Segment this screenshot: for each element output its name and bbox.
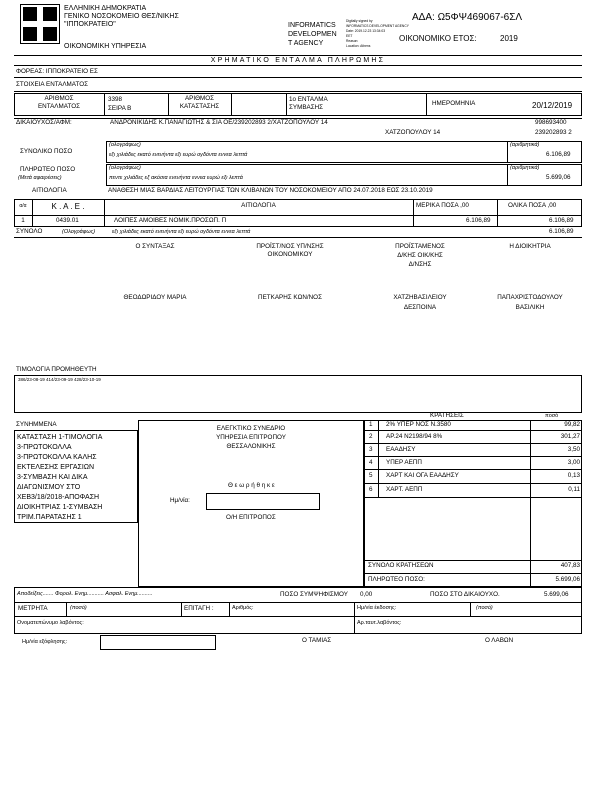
arithmos-entalmatos-label-2: ΕΝΤΑΛΜΑΤΟΣ — [37, 103, 81, 110]
sig-name-xatzivasileiou-1: ΧΑΤΖΗΒΑΣΙΛΕΙΟΥ — [393, 294, 447, 301]
synoliko-amount: 6.106,89 — [546, 151, 571, 158]
stamp-line: INFORMATICS DEVELOPMENT AGENCY — [346, 24, 409, 28]
hm-ekdosis-label: Ημ/νία έκδοσης: — [357, 605, 397, 611]
synolo-kratiseon-label: ΣΥΝΟΛΟ ΚΡΑΤΗΣΕΩΝ — [368, 562, 434, 569]
kratisi-desc: ΥΠΕΡ ΑΕΠΠ — [386, 459, 422, 466]
row-olika: 6.106,89 — [549, 217, 574, 224]
col-header-kae: Κ . Α . Ε . — [51, 202, 85, 211]
synoliko-label: ΣΥΝΟΛΙΚΟ ΠΟΣΟ — [20, 148, 73, 155]
hospital-logo — [20, 4, 60, 44]
synoliko-words: εξι χιλιάδες εκατό ενενήντα εξι ευρώ ογδόντα εννεα λεπτά — [109, 152, 248, 158]
ar-taut-label: Αρ.ταυτ.λαβόντος: — [357, 620, 402, 626]
kratisi-n: 4 — [369, 459, 373, 466]
sig-title-dkis-3: Δ/ΝΣΗΣ — [408, 261, 432, 268]
ida-agency-line-1: INFORMATICS — [288, 22, 336, 29]
synimmena-line: ΔΙΑΓΩΝΙΣΜΟΥ ΣΤΟ — [17, 484, 81, 491]
col-header-merika: ΜΕΡΙΚΑ ΠΟΣΑ ,00 — [416, 202, 469, 209]
kratisi-desc: ΧΑΡΤ. ΑΕΠΠ — [386, 486, 423, 493]
col-header-aa: α/α — [19, 203, 27, 209]
sig-title-syntaxas: Ο ΣΥΝΤΑΞΑΣ — [135, 243, 175, 250]
synolo-kratiseon: 407,83 — [560, 562, 580, 569]
poso-symps: 0,00 — [360, 591, 373, 598]
metrita-label: ΜΕΤΡΗΤΑ — [18, 605, 48, 612]
org-line-1: ΕΛΛΗΝΙΚΗ ΔΗΜΟΚΡΑΤΙΑ — [64, 5, 147, 12]
synimmena-line: 3-ΣΥΜΒΑΣΗ ΚΑΙ ΔΙΚΑ — [17, 474, 88, 481]
synimmena-line: 3-ΠΡΩΤΟΚΟΛΛΑ ΚΑΛΗΣ — [17, 454, 97, 461]
sig-name-papaxristodoulou-2: ΒΑΣΙΛΙΚΗ — [515, 304, 545, 311]
symvasi-label-2: ΣΥΜΒΑΣΗΣ — [289, 104, 324, 111]
org-line-3: "ΙΠΠΟΚΡΑΤΕΙΟ" — [64, 21, 116, 28]
synimmena-line: ΕΚΤΕΛΕΣΗΣ ΕΡΓΑΣΙΩΝ — [17, 464, 95, 471]
section-stoixeia: ΣΤΟΙΧΕΙΑ ΕΝΤΑΛΜΑΤΟΣ — [16, 81, 89, 88]
document-title: ΧΡΗΜΑΤΙΚΟ ΕΝΤΑΛΜΑ ΠΛΗΡΩΜΗΣ — [210, 57, 386, 64]
arithmos-entalmatos-label-1: ΑΡΙΘΜΟΣ — [44, 95, 74, 102]
kratisi-n: 2 — [369, 433, 373, 440]
afm-2: 239202893 2 — [535, 129, 572, 136]
elegktiko-line-3: ΘΕΣΣΑΛΟΝΙΚΗΣ — [226, 443, 276, 450]
synimmena-line: ΤΡΙΜ.ΠΑΡΑΤΑΣΗΣ 1 — [17, 514, 82, 521]
dikaiouxos-label: ΔΙΚΑΙΟΥΧΟΣ/ΑΦΜ: — [16, 119, 72, 126]
kratisi-amount: 99,82 — [564, 421, 580, 428]
kratisi-desc: 2% ΥΠΕΡ ΝΟΣ Ν.3580 — [386, 421, 451, 428]
ada-number: ΑΔΑ: Ω5ΦΨ469067-6ΣΛ — [412, 12, 523, 23]
timologia-text: 386/23-08-19 414/23-09-19 428/23-10-19 — [18, 377, 101, 382]
hm-eksoflisis-field[interactable] — [100, 635, 216, 650]
arithmitika-label: (αριθμητικά) — [510, 142, 540, 148]
sig-name-papaxristodoulou-1: ΠΑΠΑΧΡΙΣΤΟΔΟΥΛΟΥ — [497, 294, 563, 301]
poso-dikaiouxo: 5.699,06 — [544, 591, 569, 598]
sig-name-xatzivasileiou-2: ΔΕΣΠΟΙΝΑ — [403, 304, 437, 311]
dikaiouxos-line-1: ΑΝΔΡΟΝΙΚΙΔΗΣ Κ.ΠΑΝΑΓΙΩΤΗΣ & ΣΙΑ ΟΕ/239202893 2/ΧΑΤΖΟΠΟΥΛΟΥ 14 — [110, 119, 328, 126]
symvasi-label-1: 1ο ΕΝΤΑΛΜΑ — [289, 96, 328, 103]
kratiseis-label: ΚΡΑΤΗΣΕΙΣ — [430, 412, 464, 419]
kratisi-amount: 3,00 — [567, 459, 580, 466]
tamias-label: Ο ΤΑΜΙΑΣ — [302, 637, 332, 644]
pliroteo-poso: 5.699,06 — [555, 576, 580, 583]
pliroteo-sublabel: (Μετά αφαιρέσεις) — [18, 175, 62, 181]
ida-agency-line-2: DEVELOPMEN — [288, 31, 337, 38]
service-name: ΟΙΚΟΝΟΜΙΚΗ ΥΠΗΡΕΣΙΑ — [64, 43, 147, 50]
stamp-line: EET — [346, 34, 353, 38]
posa-2: (ποσό) — [476, 605, 493, 611]
ida-agency-line-3: T AGENCY — [288, 40, 324, 47]
pliroteo-poso-label: ΠΛΗΡΩΤΕΟ ΠΟΣΟ: — [368, 576, 425, 583]
elegktiko-date-field[interactable] — [206, 493, 320, 510]
aitiologia-label: ΑΙΤΙΟΛΟΓΙΑ — [32, 187, 67, 194]
dikaiouxos-line-2: ΧΑΤΖΟΠΟΥΛΟΥ 14 — [385, 129, 441, 136]
kratisi-amount: 0,11 — [568, 486, 580, 493]
stamp-line: Digitally signed by — [346, 19, 373, 23]
sig-title-dioikitria: Η ΔΙΟΙΚΗΤΡΙΑ — [509, 243, 551, 250]
synimmena-line: 3-ΠΡΩΤΟΚΟΛΛΑ — [17, 444, 72, 451]
pliroteo-amount: 5.699,06 — [546, 174, 571, 181]
synimmena-label: ΣΥΝΗΜΜΕΝΑ — [16, 421, 57, 428]
arithmos-label: Αριθμός: — [232, 605, 254, 611]
foreas: ΦΟΡΕΑΣ: ΙΠΠΟΚΡΑΤΕΙΟ ΕΣ — [16, 68, 98, 75]
arithmos-katastasis-label-1: ΑΡΙΘΜΟΣ — [184, 95, 215, 102]
kratisi-desc: ΧΑΡΤ ΚΑΙ ΟΓΑ ΕΑΑΔΗΣΥ — [386, 472, 459, 479]
poso-dikaiouxo-label: ΠΟΣΟ ΣΤΟ ΔΙΚΑΙΟΥΧΟ. — [430, 591, 500, 598]
digital-signature-stamp — [346, 19, 409, 56]
arithmos-entalmatos: 3398 — [108, 96, 123, 103]
synimmena-line: ΧΕΒ3/18/2018-ΑΠΟΦΑΣΗ — [17, 494, 100, 501]
synolo-olografos: (Ολογράφως) — [62, 229, 96, 235]
posa-1: (ποσό) — [70, 605, 87, 611]
synolo-label: ΣΥΝΟΛΟ — [16, 228, 43, 235]
arithmitika-label-2: (αριθμητικά) — [510, 165, 540, 171]
sig-title-proistamenos-2: ΟΙΚΟΝΟΜΙΚΟΥ — [267, 251, 313, 258]
elegktiko-line-1: ΕΛΕΓΚΤΙΚΟ ΣΥΝΕΔΡΙΟ — [216, 425, 286, 432]
pliroteo-label: ΠΛΗΡΩΤΕΟ ΠΟΣΟ — [20, 166, 76, 173]
synolo-amount: 6.106,89 — [549, 228, 574, 235]
kratisi-desc: ΑΡ.24 Ν2198/94 8% — [386, 433, 443, 440]
seira: ΣΕΙΡΑ Β — [108, 105, 132, 112]
epitropos-label: Ο/Η ΕΠΙΤΡΟΠΟΣ — [226, 514, 276, 521]
timologia-label: ΤΙΜΟΛΟΓΙΑ ΠΡΟΜΗΘΕΥΤΗ — [16, 366, 97, 373]
theorithike-label: Θ ε ω ρ ή θ η κ ε — [228, 482, 275, 489]
row-kae: 0439.01 — [56, 217, 79, 224]
row-aa: 1 — [21, 217, 25, 224]
synimmena-line: ΔΙΟΙΚΗΤΡΙΑΣ 1-ΣΥΜΒΑΣΗ — [17, 504, 103, 511]
aitiologia: ΑΝΑΘΕΣΗ ΜΙΑΣ ΒΑΡΔΙΑΣ ΛΕΙΤΟΥΡΓΙΑΣ ΤΩΝ ΚΛΙΒΑΝΩΝ ΤΟΥ ΝΟΣΟΚΟΜΕΙΟΥ ΑΠΟ 24.07.2018 ΕΩΣ 23.10.2019 — [108, 187, 433, 194]
org-line-2: ΓΕΝΙΚΟ ΝΟΣΟΚΟΜΕΙΟ ΘΕΣ/ΝΙΚΗΣ — [64, 13, 179, 20]
apodeiksis-line: Αποδείξεις....... Φορολ. Ενημ........... Ασφαλ. Ενημ.......... — [17, 591, 153, 597]
kratisi-desc: ΕΑΑΔΗΣΥ — [386, 446, 416, 453]
poso-label: ποσό — [545, 413, 559, 419]
date-value: 20/12/2019 — [532, 101, 573, 110]
olografos-label: (ολογράφως) — [109, 142, 141, 148]
date-label: ΗΜΕΡΟΜΗΝΙΑ — [432, 100, 476, 107]
stamp-line: Date: 2019.12.23 13:34:03 — [346, 29, 386, 33]
kratisi-amount: 3,50 — [567, 446, 580, 453]
kratisi-n: 5 — [369, 472, 373, 479]
olografos-label-2: (ολογράφως) — [109, 165, 141, 171]
row-aitiologia: ΛΟΙΠΕΣ ΑΜΟΙΒΕΣ ΝΟΜΙΚ.ΠΡΟΣΩΠ. Π — [114, 217, 227, 224]
sig-title-proistamenos-1: ΠΡΟΪΣΤ/ΝΟΣ ΥΠ/ΝΣΗΣ — [256, 243, 324, 250]
col-header-olika: ΟΛΙΚΑ ΠΟΣΑ ,00 — [508, 202, 557, 209]
elegktiko-date-label: Ημ/νία: — [170, 497, 190, 504]
synimmena-line: ΚΑΤΑΣΤΑΣΗ 1-ΤΙΜΟΛΟΓΙΑ — [17, 434, 103, 441]
fiscal-year-label: ΟΙΚΟΝΟΜΙΚΟ ΕΤΟΣ: — [399, 34, 477, 43]
kratisi-n: 1 — [369, 421, 373, 428]
hm-eksoflisis-label: Ημ/νία εξόφλησης: — [22, 639, 68, 645]
pliroteo-words: πεντε χιλιάδες εξ ακόσια ενενήντα εννεα ευρώ εξι λεπτά — [109, 175, 243, 181]
onomateponymo-label: Ονοματεπώνυμο λαβόντος: — [17, 620, 84, 626]
sig-title-dkis-2: Δ/ΚΗΣ ΟΙΚ/ΚΗΣ — [397, 252, 443, 259]
afm-1: 998693400 — [535, 119, 567, 126]
kratisi-n: 3 — [369, 446, 373, 453]
epitagi-label: ΕΠΙΤΑΓΗ : — [184, 605, 214, 612]
sig-name-petkaris: ΠΕΤΚΑΡΗΣ ΚΩΝ/ΝΟΣ — [258, 294, 322, 301]
synolo-words: εξι χιλιάδες εκατό ενενήντα εξι ευρώ ογδόντα εννεα λεπτά — [112, 229, 251, 235]
poso-symps-label: ΠΟΣΟ ΣΥΜΨΗΦΙΣΜΟΥ — [280, 591, 348, 598]
stamp-line: Reason: — [346, 39, 359, 43]
row-merika: 6.106,89 — [466, 217, 491, 224]
kratisi-amount: 0,13 — [567, 472, 580, 479]
elegktiko-line-2: ΥΠΗΡΕΣΙΑ ΕΠΙΤΡΟΠΟΥ — [216, 434, 286, 441]
sig-name-theodoridou: ΘΕΟΔΩΡΙΔΟΥ ΜΑΡΙΑ — [123, 294, 187, 301]
col-header-aitiologia: ΑΙΤΙΟΛΟΓΙΑ — [241, 202, 276, 209]
sig-title-dkis-1: ΠΡΟΪΣΤΑΜΕΝΟΣ — [395, 243, 445, 250]
fiscal-year: 2019 — [500, 34, 518, 43]
kratisi-n: 6 — [369, 486, 373, 493]
stamp-line: Location: Athens — [346, 44, 371, 48]
arithmos-katastasis-label-2: ΚΑΤΑΣΤΑΣΗΣ — [179, 103, 220, 110]
lavon-label: Ο ΛΑΒΩΝ — [485, 637, 514, 644]
kratisi-amount: 301,27 — [560, 433, 580, 440]
